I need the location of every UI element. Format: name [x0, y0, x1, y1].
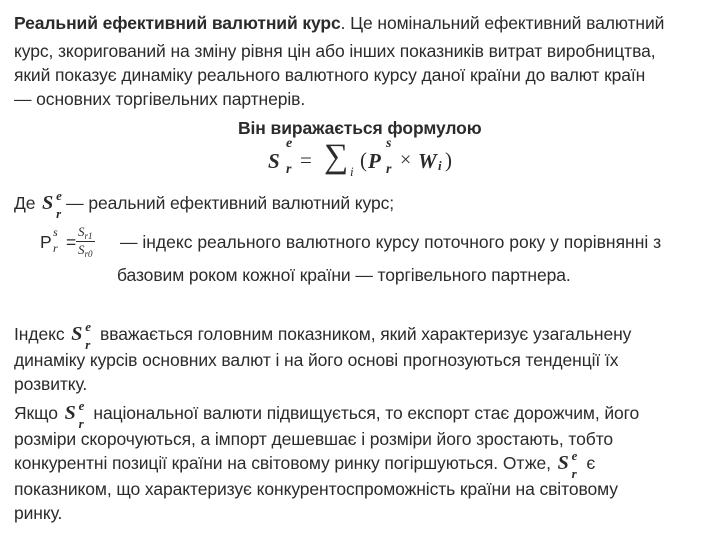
num-s: S — [78, 224, 85, 239]
paragraph-3-line-1 — [14, 398, 640, 431]
formula-e: e — [286, 136, 293, 151]
definition-line-1 — [14, 188, 395, 221]
paragraph-2-line-1 — [14, 319, 632, 352]
symbol-sub: r — [571, 466, 577, 481]
de-word: Де — [14, 193, 36, 213]
p-sup: s — [53, 225, 58, 239]
text: є — [586, 453, 596, 473]
formula-sum: ∑ — [324, 138, 349, 175]
paragraph-3-line-4: показником, що характеризує конкурентоспроможність країни на світовому — [14, 479, 618, 499]
formula-intro: Він виражається формулою — [238, 118, 482, 138]
paragraph-2-line-2: динаміку курсів основних валют і на його основі прогнозуються тенденції їх — [14, 350, 619, 370]
symbol-base: S — [64, 402, 76, 424]
symbol-sub: r — [85, 337, 91, 352]
p-equals: = — [66, 232, 77, 252]
formula-equals: = — [300, 148, 312, 172]
formula-i: i — [350, 164, 354, 179]
paragraph-1-line-4: — основних торгівельних партнерів. — [14, 89, 306, 109]
formula-r: r — [286, 162, 292, 177]
fraction-denominator — [78, 242, 93, 259]
text: . Це номінальний ефективний валютний — [340, 13, 665, 33]
p-label: P — [40, 232, 52, 252]
formula-W: W — [418, 149, 437, 173]
symbol-base: S — [557, 452, 569, 474]
fraction-numerator — [76, 224, 95, 242]
formula-times: × — [400, 149, 412, 171]
p-fraction — [76, 224, 95, 259]
formula-open: ( — [360, 148, 367, 172]
symbol-S-e-r — [40, 188, 66, 221]
formula-P: P — [368, 149, 381, 173]
symbol-sup: e — [85, 319, 91, 334]
index-word: Індекс — [14, 324, 65, 344]
paragraph-3-line-2: розміри скорочуються, а імпорт дешевшає і розміри його зростають, тобто — [14, 429, 614, 449]
symbol-S-e-r — [63, 398, 89, 431]
symbol-sub: r — [78, 416, 84, 431]
den-sub: r0 — [84, 249, 93, 259]
p-text-2: базовим роком кожної країни — торгівельного партнера. — [117, 265, 571, 285]
paragraph-1-line-1 — [14, 12, 664, 35]
formula-W-sub: i — [438, 158, 442, 173]
paragraph-1-line-3: який показує динаміку реального валютного курсу даної країни до валют країн — [14, 65, 646, 85]
text: вважається головним показником, який характеризує узагальнену — [100, 324, 632, 344]
symbol-base: S — [71, 323, 83, 345]
formula-r2: r — [386, 162, 392, 177]
symbol-sub: r — [56, 206, 62, 221]
formula-close: ) — [445, 148, 452, 172]
p-sub: r — [53, 241, 58, 255]
den-s: S — [78, 242, 85, 257]
de-text: — реальний ефективний валютний курс; — [66, 193, 395, 213]
if-word: Якщо — [14, 403, 58, 423]
p-text-1: — індекс реального валютного курсу поточного року у порівнянні з — [120, 232, 662, 252]
paragraph-1-line-2: курс, зкоригований на зміну рівня цін або інших показників витрат виробництва, — [14, 41, 656, 61]
paragraph-3-line-5: ринку. — [14, 503, 63, 523]
formula — [268, 136, 468, 182]
text: конкурентні позиції країни на світовому ринку погіршуються. Отже, — [14, 453, 551, 473]
p-index-definition — [40, 222, 720, 262]
symbol-base: S — [42, 192, 54, 214]
formula-s: s — [386, 136, 392, 151]
symbol-sup: e — [571, 448, 578, 463]
symbol-S-e-r — [69, 319, 95, 352]
paragraph-3-line-3 — [14, 448, 596, 481]
symbol-S-e-r — [556, 448, 582, 481]
formula-S: S — [268, 149, 280, 173]
paragraph-2-line-3: розвитку. — [14, 374, 88, 394]
text: національної валюти підвищується, то експорт стає дорожчим, його — [93, 403, 640, 423]
num-sub: r1 — [84, 231, 93, 241]
symbol-sup: e — [56, 188, 62, 203]
term-heading: Реальний ефективний валютний курс — [14, 13, 341, 33]
symbol-sup: e — [78, 398, 85, 413]
